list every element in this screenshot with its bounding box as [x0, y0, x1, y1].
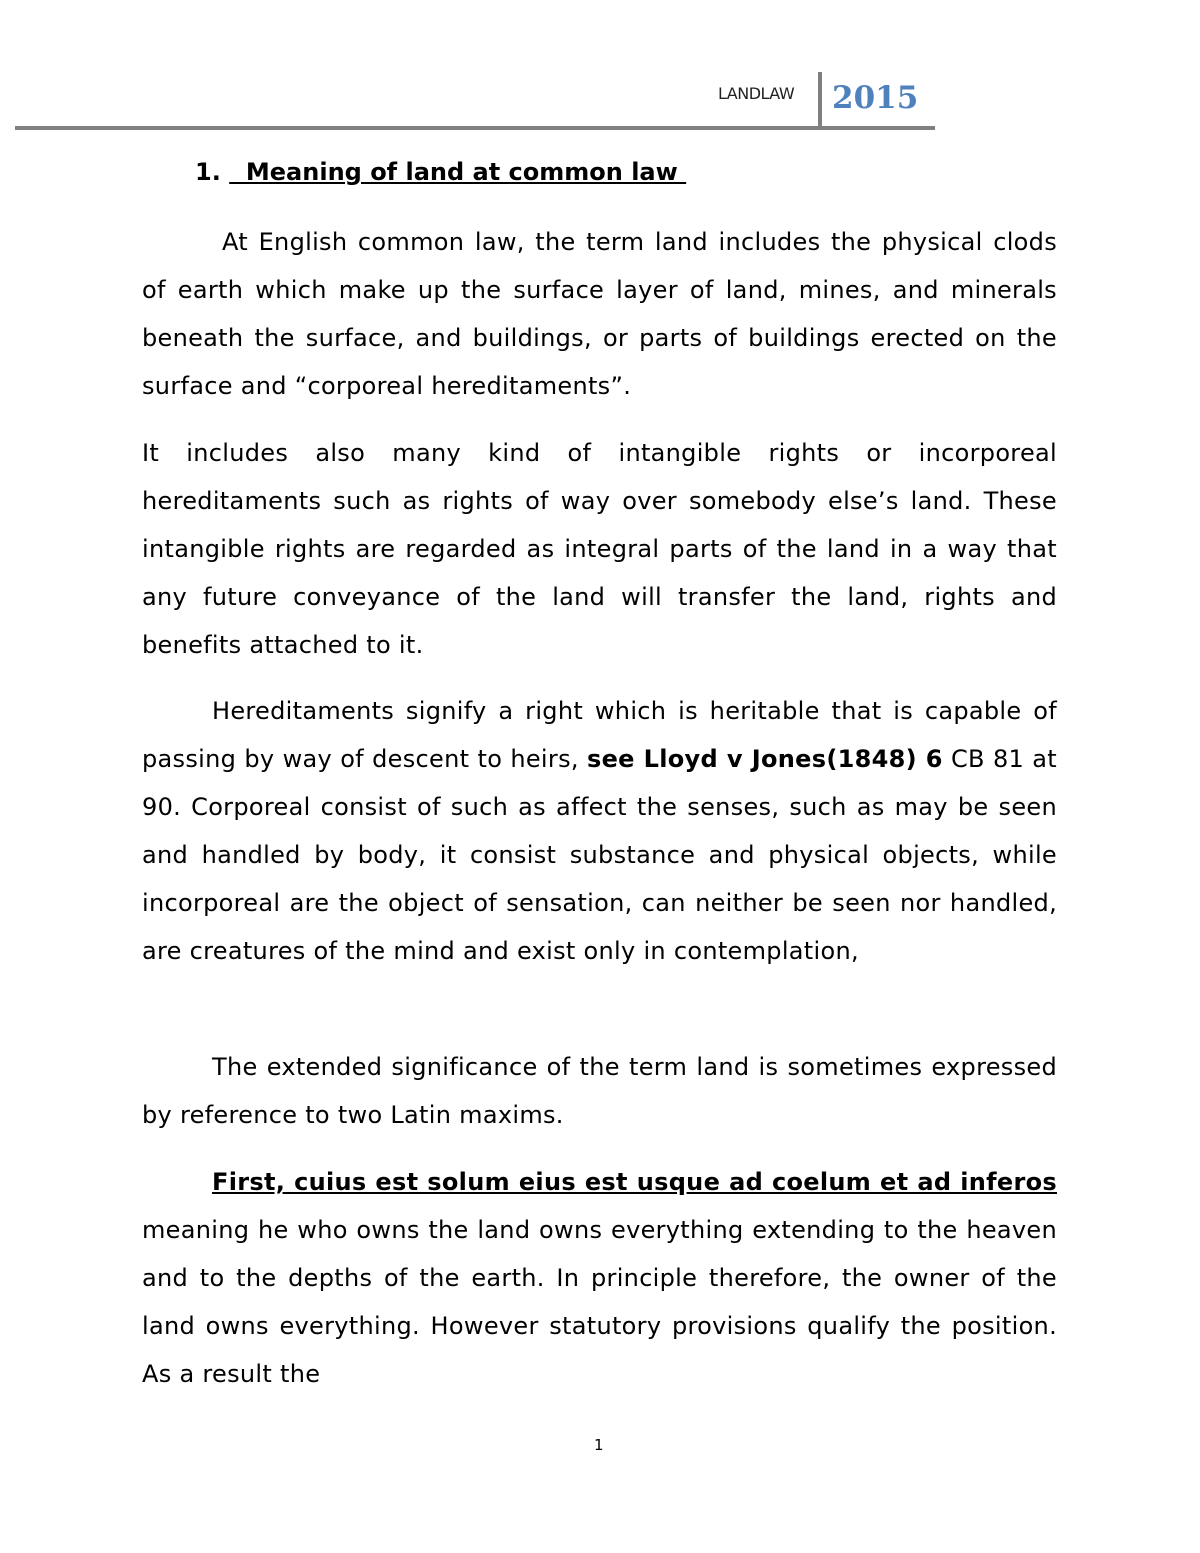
latin-maxim: First, cuius est solum eius est usque ad coelum et ad inferos: [212, 1168, 1057, 1196]
section-number: 1.: [195, 158, 221, 186]
paragraph-1: At English common law, the term land includes the physical clods of earth which make up the surface layer of land, mines, and minerals beneath the surface, and buildings, or parts of buildings erected on the surface and “corporeal hereditaments”.: [142, 228, 1057, 400]
paragraph-3-text-before: Hereditaments signify a right which is heritable that is capable of passing by way of descent to heirs,: [142, 697, 1057, 773]
header-rule: [15, 126, 935, 130]
paragraph-4: The extended significance of the term land is sometimes expressed by reference to two Latin maxims.: [142, 1053, 1057, 1129]
paragraph-3-text-after: CB 81 at 90. Corporeal consist of such as affect the senses, such as may be seen and handled by body, it consist substance and physical objects, while incorporeal are the object of sensation, can neither be seen nor handled, are creatures of the mind and exist only in contemplation,: [142, 745, 1057, 965]
paragraph-2: It includes also many kind of intangible rights or incorporeal hereditaments such as rights of way over somebody else’s land. These intangible rights are regarded as integral parts of the land in a way that any future conveyance of the land will transfer the land, rights and benefits attached to it.: [142, 439, 1057, 659]
section-heading: [195, 158, 686, 186]
header-label: LANDLAW: [718, 84, 795, 103]
paragraph-5: [142, 1158, 1057, 1398]
paragraph-3: [142, 687, 1057, 975]
header-year: 2015: [832, 80, 919, 116]
paragraph-5-text-after: meaning he who owns the land owns everything extending to the heaven and to the depths of the earth. In principle therefore, the owner of the land owns everything. However statutory provisions qualify the position. As a result the: [142, 1216, 1057, 1388]
header-divider: [818, 72, 822, 128]
page-number: 1: [594, 1436, 604, 1454]
case-citation: see Lloyd v Jones(1848) 6: [587, 745, 943, 773]
section-title: Meaning of land at common law: [229, 158, 687, 186]
